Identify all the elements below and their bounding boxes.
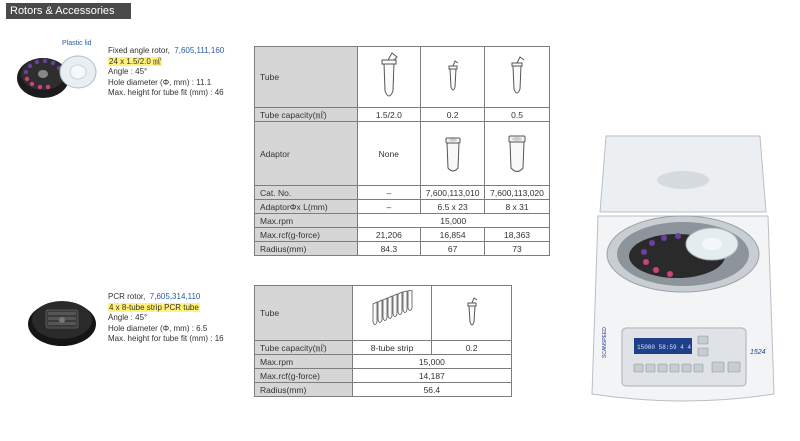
table-cell: 0.2 (421, 108, 485, 122)
section-title: Rotors & Accessories (6, 3, 131, 19)
centrifuge-image (582, 132, 782, 408)
table-row (255, 341, 512, 355)
row-label: Cat. No. (255, 186, 358, 200)
table-row (255, 228, 550, 242)
table-cell: 16,854 (421, 228, 485, 242)
table-row (255, 355, 512, 369)
rotor2-cat-no: 7,605,314,110 (149, 292, 201, 301)
table-row (255, 200, 550, 214)
model-label: 1524 (750, 349, 766, 356)
plastic-lid-label: Plastic lid (62, 40, 92, 47)
table-cell: 15,000 (352, 355, 511, 369)
rotor2-type: PCR rotor, (108, 292, 146, 301)
table-cell: 0.2 (432, 341, 512, 355)
row-label: Radius(mm) (255, 242, 358, 256)
table-row (255, 122, 550, 186)
row-label: Max.rpm (255, 214, 358, 228)
row-label: Tube capacity(㎖) (255, 108, 358, 122)
rotor1-type: Fixed angle rotor, (108, 46, 170, 55)
rotor1-capacity-highlight: 24 x 1.5/2.0 ㎖ (109, 56, 162, 66)
rotor2-capacity-highlight: 4 x 8-tube strip PCR tube (109, 302, 199, 312)
table-cell: 18,363 (485, 228, 550, 242)
table-cell: 14,187 (352, 369, 511, 383)
table-cell: 56.4 (352, 383, 511, 397)
adaptor-8-icon (485, 122, 550, 186)
rotor1-max-height: Max. height for tube fit (mm) : 46 (108, 88, 224, 97)
table-cell: None (357, 122, 421, 186)
rotor2-description (108, 292, 224, 345)
table-row (255, 186, 550, 200)
tube-strip-icon (352, 286, 432, 341)
row-label: Max.rpm (255, 355, 353, 369)
rotor2-angle: Angle : 45° (108, 313, 148, 322)
table-cell: 15,000 (357, 214, 549, 228)
table-cell: – (357, 200, 421, 214)
table-row (255, 286, 512, 341)
table-row (255, 47, 550, 108)
table-cell: 0.5 (485, 108, 550, 122)
table-cell: 7,600,113,010 (421, 186, 485, 200)
rotor1-hole-diameter: Hole diameter (Φ, mm) : 11.1 (108, 77, 212, 87)
table-cell: 8-tube strip (352, 341, 432, 355)
table-row (255, 242, 550, 256)
adaptor-6-5-icon (421, 122, 485, 186)
tube-0-2ml-icon (421, 47, 485, 108)
rotor1-spec-table (254, 46, 550, 256)
row-label: AdaptorΦx L(mm) (255, 200, 358, 214)
rotor2-spec-table (254, 285, 512, 397)
rotor1-angle: Angle : 45° (108, 67, 148, 76)
table-cell: – (357, 186, 421, 200)
rotor1-cat-no: 7,605,111,160 (174, 46, 225, 55)
fixed-angle-rotor-image (10, 48, 100, 100)
brand-label: SCANSPEED (602, 327, 608, 358)
table-row (255, 369, 512, 383)
tube-1-5ml-icon (357, 47, 421, 108)
row-label: Max.rcf(g-force) (255, 369, 353, 383)
row-label: Adaptor (255, 122, 358, 186)
tube-0-5ml-icon (485, 47, 550, 108)
table-row (255, 383, 512, 397)
table-cell: 6.5 x 23 (421, 200, 485, 214)
table-cell: 73 (485, 242, 550, 256)
row-label: Max.rcf(g-force) (255, 228, 358, 242)
table-cell: 67 (421, 242, 485, 256)
row-label: Tube capacity(㎖) (255, 341, 353, 355)
table-cell: 7,600,113,020 (485, 186, 550, 200)
row-label: Tube (255, 286, 353, 341)
rotor2-hole-diameter: Hole diameter (Φ, mm) : 6.5 (108, 323, 208, 333)
table-cell: 21,206 (357, 228, 421, 242)
display-readout: 15000 58:59 4 4 (637, 344, 692, 351)
rotor1-description (108, 46, 224, 99)
table-row (255, 214, 550, 228)
pcr-tube-icon (432, 286, 512, 341)
table-cell: 8 x 31 (485, 200, 550, 214)
table-cell: 84.3 (357, 242, 421, 256)
row-label: Tube (255, 47, 358, 108)
rotor2-max-height: Max. height for tube fit (mm) : 16 (108, 334, 224, 343)
row-label: Radius(mm) (255, 383, 353, 397)
table-cell: 1.5/2.0 (357, 108, 421, 122)
pcr-rotor-image (26, 294, 98, 348)
table-row (255, 108, 550, 122)
